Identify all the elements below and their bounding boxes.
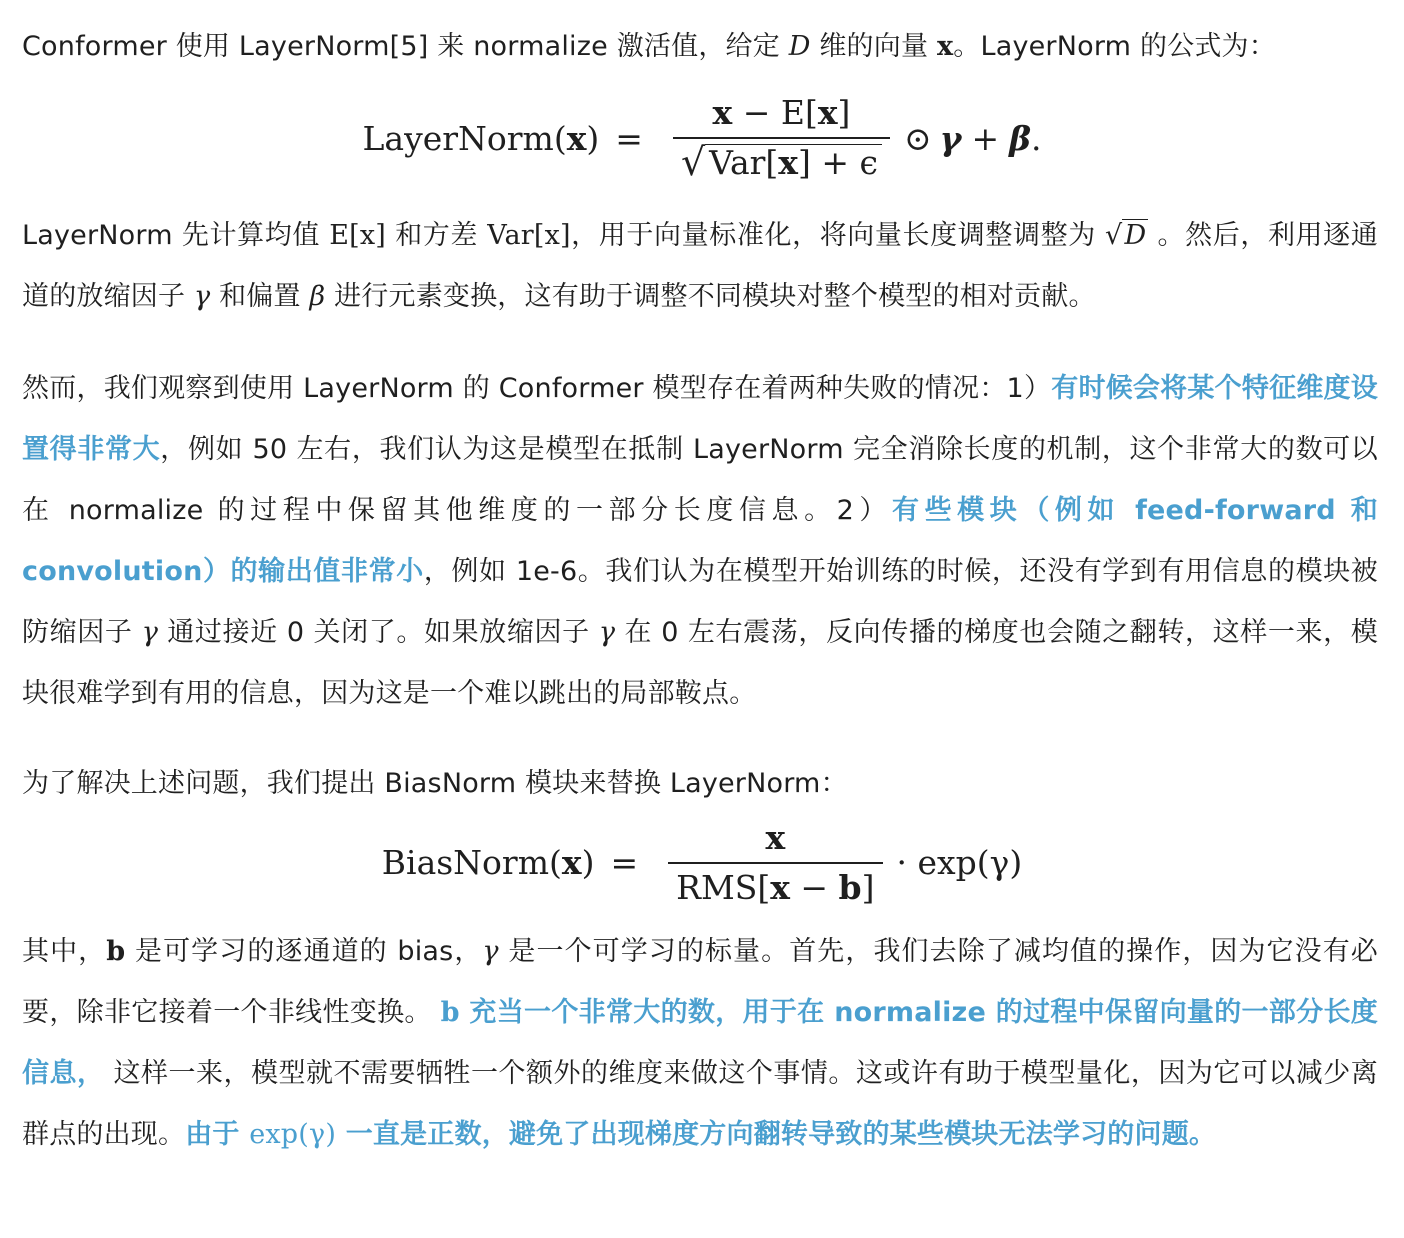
- eq2-lhs: BiasNorm(x): [381, 843, 595, 882]
- intro-paragraph: [22, 16, 1378, 77]
- math-gamma: γ: [141, 617, 159, 648]
- eq1-lhs: LayerNorm(x): [362, 118, 600, 158]
- math-sqrt-d: √D: [1105, 220, 1147, 251]
- eq1-plus: +: [971, 118, 1000, 158]
- eq1-beta: β: [1009, 118, 1032, 158]
- highlight-small-output: 有些模块（例如 feed-forward 和 convolution）的输出值非常小: [22, 495, 1378, 587]
- math-gamma: γ: [482, 936, 499, 967]
- eq1-denominator: [673, 137, 890, 184]
- eq1-fraction: [673, 93, 890, 184]
- highlight-exp-positive: 由于 exp(γ) 一直是正数，避免了出现梯度方向翻转导致的某些模块无法学习的问题。: [185, 1119, 1217, 1150]
- eq1-equals: =: [615, 118, 643, 158]
- math-mean: E[x]: [329, 220, 386, 251]
- eq1-numerator: x − E[x]: [712, 92, 851, 132]
- math-variance: Var[x]: [487, 220, 571, 251]
- biasnorm-equation: [0, 815, 1404, 910]
- math-b-bold: b: [106, 936, 126, 967]
- intro-text-1: Conformer 使用 LayerNorm[5] 来 normalize 激活值，给定: [22, 31, 789, 62]
- math-x-bold: x: [936, 31, 954, 62]
- eq2-exp-term: · exp(γ): [896, 843, 1023, 882]
- eq1-odot: ⊙: [903, 118, 932, 158]
- eq1-period: .: [1031, 118, 1042, 158]
- highlight-bias-role: b 充当一个非常大的数，用于在 normalize 的过程中保留向量的一部分长度信息，: [22, 997, 1378, 1089]
- layernorm-equation: [0, 88, 1404, 188]
- intro-text-3: 。LayerNorm 的公式为：: [953, 31, 1276, 62]
- biasnorm-explanation-paragraph: 其中，b 是可学习的逐通道的 bias，γ 是一个可学习的标量。首先，我们去除了减均值的操作，因为它没有必要，除非它接着一个非线性变换。 b 充当一个非常大的数，用于在 normalize 的过程中保留向量的一部分长度信息， 这样一来，模型就不需要牺牲一个额外的维度来做这个事情。这或许有助于模型量化，因为它可以减少离群点的出现。由于 exp(γ) 一直是正数，避免了出现梯度方向翻转导致的某些模块无法学习的问题。: [22, 936, 1379, 1150]
- intro-text-2: 维的向量: [810, 31, 937, 62]
- eq2-denominator: RMS[x − b]: [668, 862, 882, 908]
- highlight-large-dimension: 有时候会将某个特征维度设置得非常大: [22, 373, 1378, 465]
- layernorm-explanation-paragraph: LayerNorm 先计算均值 E[x] 和方差 Var[x]，用于向量标准化，将向量长度调整调整为 √D 。然后，利用逐通道的放缩因子 γ 和偏置 β 进行元素变换，这有助于调整不同模块对整个模型的相对贡献。: [22, 205, 1378, 327]
- biasnorm-intro-paragraph: 为了解决上述问题，我们提出 BiasNorm 模块来替换 LayerNorm：: [22, 768, 848, 799]
- eq2-equals: =: [610, 843, 639, 882]
- eq2-fraction: [668, 818, 882, 908]
- math-d: D: [788, 31, 811, 62]
- math-gamma: γ: [598, 617, 616, 648]
- failure-cases-paragraph: 然而，我们观察到使用 LayerNorm 的 Conformer 模型存在着两种失败的情况：1）有时候会将某个特征维度设置得非常大，例如 50 左右，我们认为这是模型在抵制 LayerNorm 完全消除长度的机制，这个非常大的数可以在 normalize 的过程中保留其他维度的一部分长度信息。2）有些模块（例如 feed-forward 和 convolution）的输出值非常小，例如 1e-6。我们认为在模型开始训练的时候，还没有学到有用信息的模块被防缩因子 γ 通过接近 0 关闭了。如果放缩因子 γ 在 0 左右震荡，反向传播的梯度也会随之翻转，这样一来，模块很难学到有用的信息，因为这是一个难以跳出的局部鞍点。: [22, 373, 1378, 709]
- eq1-sqrt: √ Var[x] + ϵ: [681, 143, 882, 181]
- sqrt-icon: √: [680, 139, 706, 184]
- math-gamma: γ: [193, 281, 211, 312]
- eq1-gamma: γ: [939, 118, 962, 158]
- eq2-numerator: x: [765, 817, 786, 857]
- math-beta: β: [309, 281, 326, 312]
